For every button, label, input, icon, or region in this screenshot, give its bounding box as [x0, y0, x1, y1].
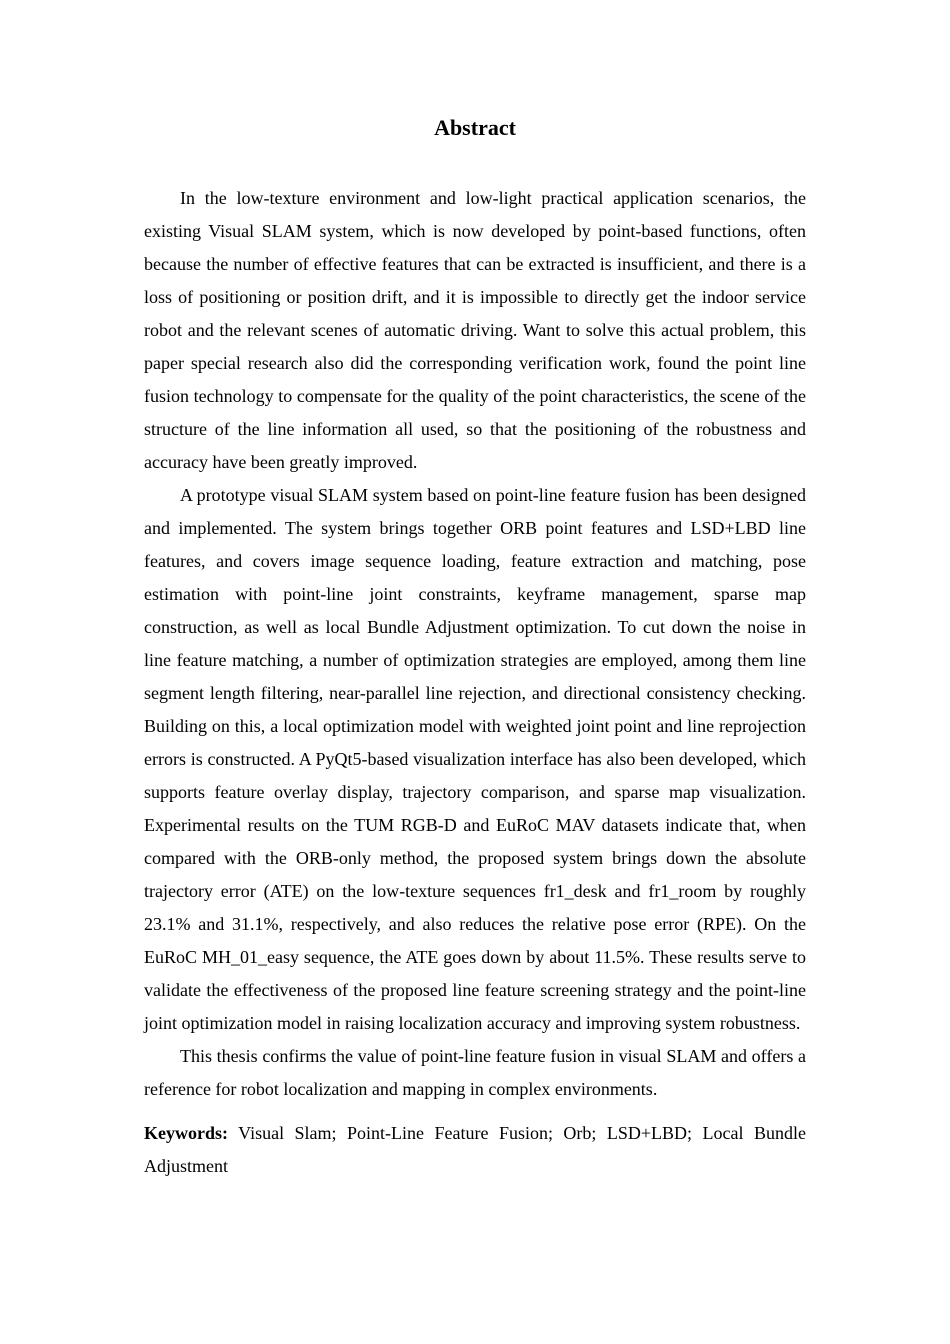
abstract-title: Abstract: [434, 115, 516, 140]
keywords-line: [144, 1117, 806, 1183]
keywords-label: Keywords:: [144, 1123, 228, 1143]
keywords-text: Visual Slam; Point-Line Feature Fusion; Orb; LSD+LBD; Local Bundle Adjustment: [144, 1123, 806, 1176]
abstract-paragraph-1: In the low-texture environment and low-light practical application scenarios, the existing Visual SLAM system, which is now developed by point-based functions, often because the number of effective features that can be extracted is insufficient, and there is a loss of positioning or position drift, and it is impossible to directly get the indoor service robot and the relevant scenes of automatic driving. Want to solve this actual problem, this paper special research also did the corresponding verification work, found the point line fusion technology to compensate for the quality of the point characteristics, the scene of the structure of the line information all used, so that the positioning of the robustness and accuracy have been greatly improved.: [144, 188, 806, 472]
abstract-paragraph-2: A prototype visual SLAM system based on point-line feature fusion has been designed and implemented. The system brings together ORB point features and LSD+LBD line features, and covers image sequence loading, feature extraction and matching, pose estimation with point-line joint constraints, keyframe management, sparse map construction, as well as local Bundle Adjustment optimization. To cut down the noise in line feature matching, a number of optimization strategies are employed, among them line segment length filtering, near-parallel line rejection, and directional consistency checking. Building on this, a local optimization model with weighted joint point and line reprojection errors is constructed. A PyQt5-based visualization interface has also been developed, which supports feature overlay display, trajectory comparison, and sparse map visualization. Experimental results on the TUM RGB-D and EuRoC MAV datasets indicate that, when compared with the ORB-only method, the proposed system brings down the absolute trajectory error (ATE) on the low-texture sequences fr1_desk and fr1_room by roughly 23.1% and 31.1%, respectively, and also reduces the relative pose error (RPE). On the EuRoC MH_01_easy sequence, the ATE goes down by about 11.5%. These results serve to validate the effectiveness of the proposed line feature screening strategy and the point-line joint optimization model in raising localization accuracy and improving system robustness.: [144, 485, 806, 1033]
abstract-page: [144, 112, 806, 1183]
abstract-paragraph-3: This thesis confirms the value of point-line feature fusion in visual SLAM and offers a reference for robot localization and mapping in complex environments.: [144, 1046, 806, 1099]
abstract-body: [144, 182, 806, 1106]
